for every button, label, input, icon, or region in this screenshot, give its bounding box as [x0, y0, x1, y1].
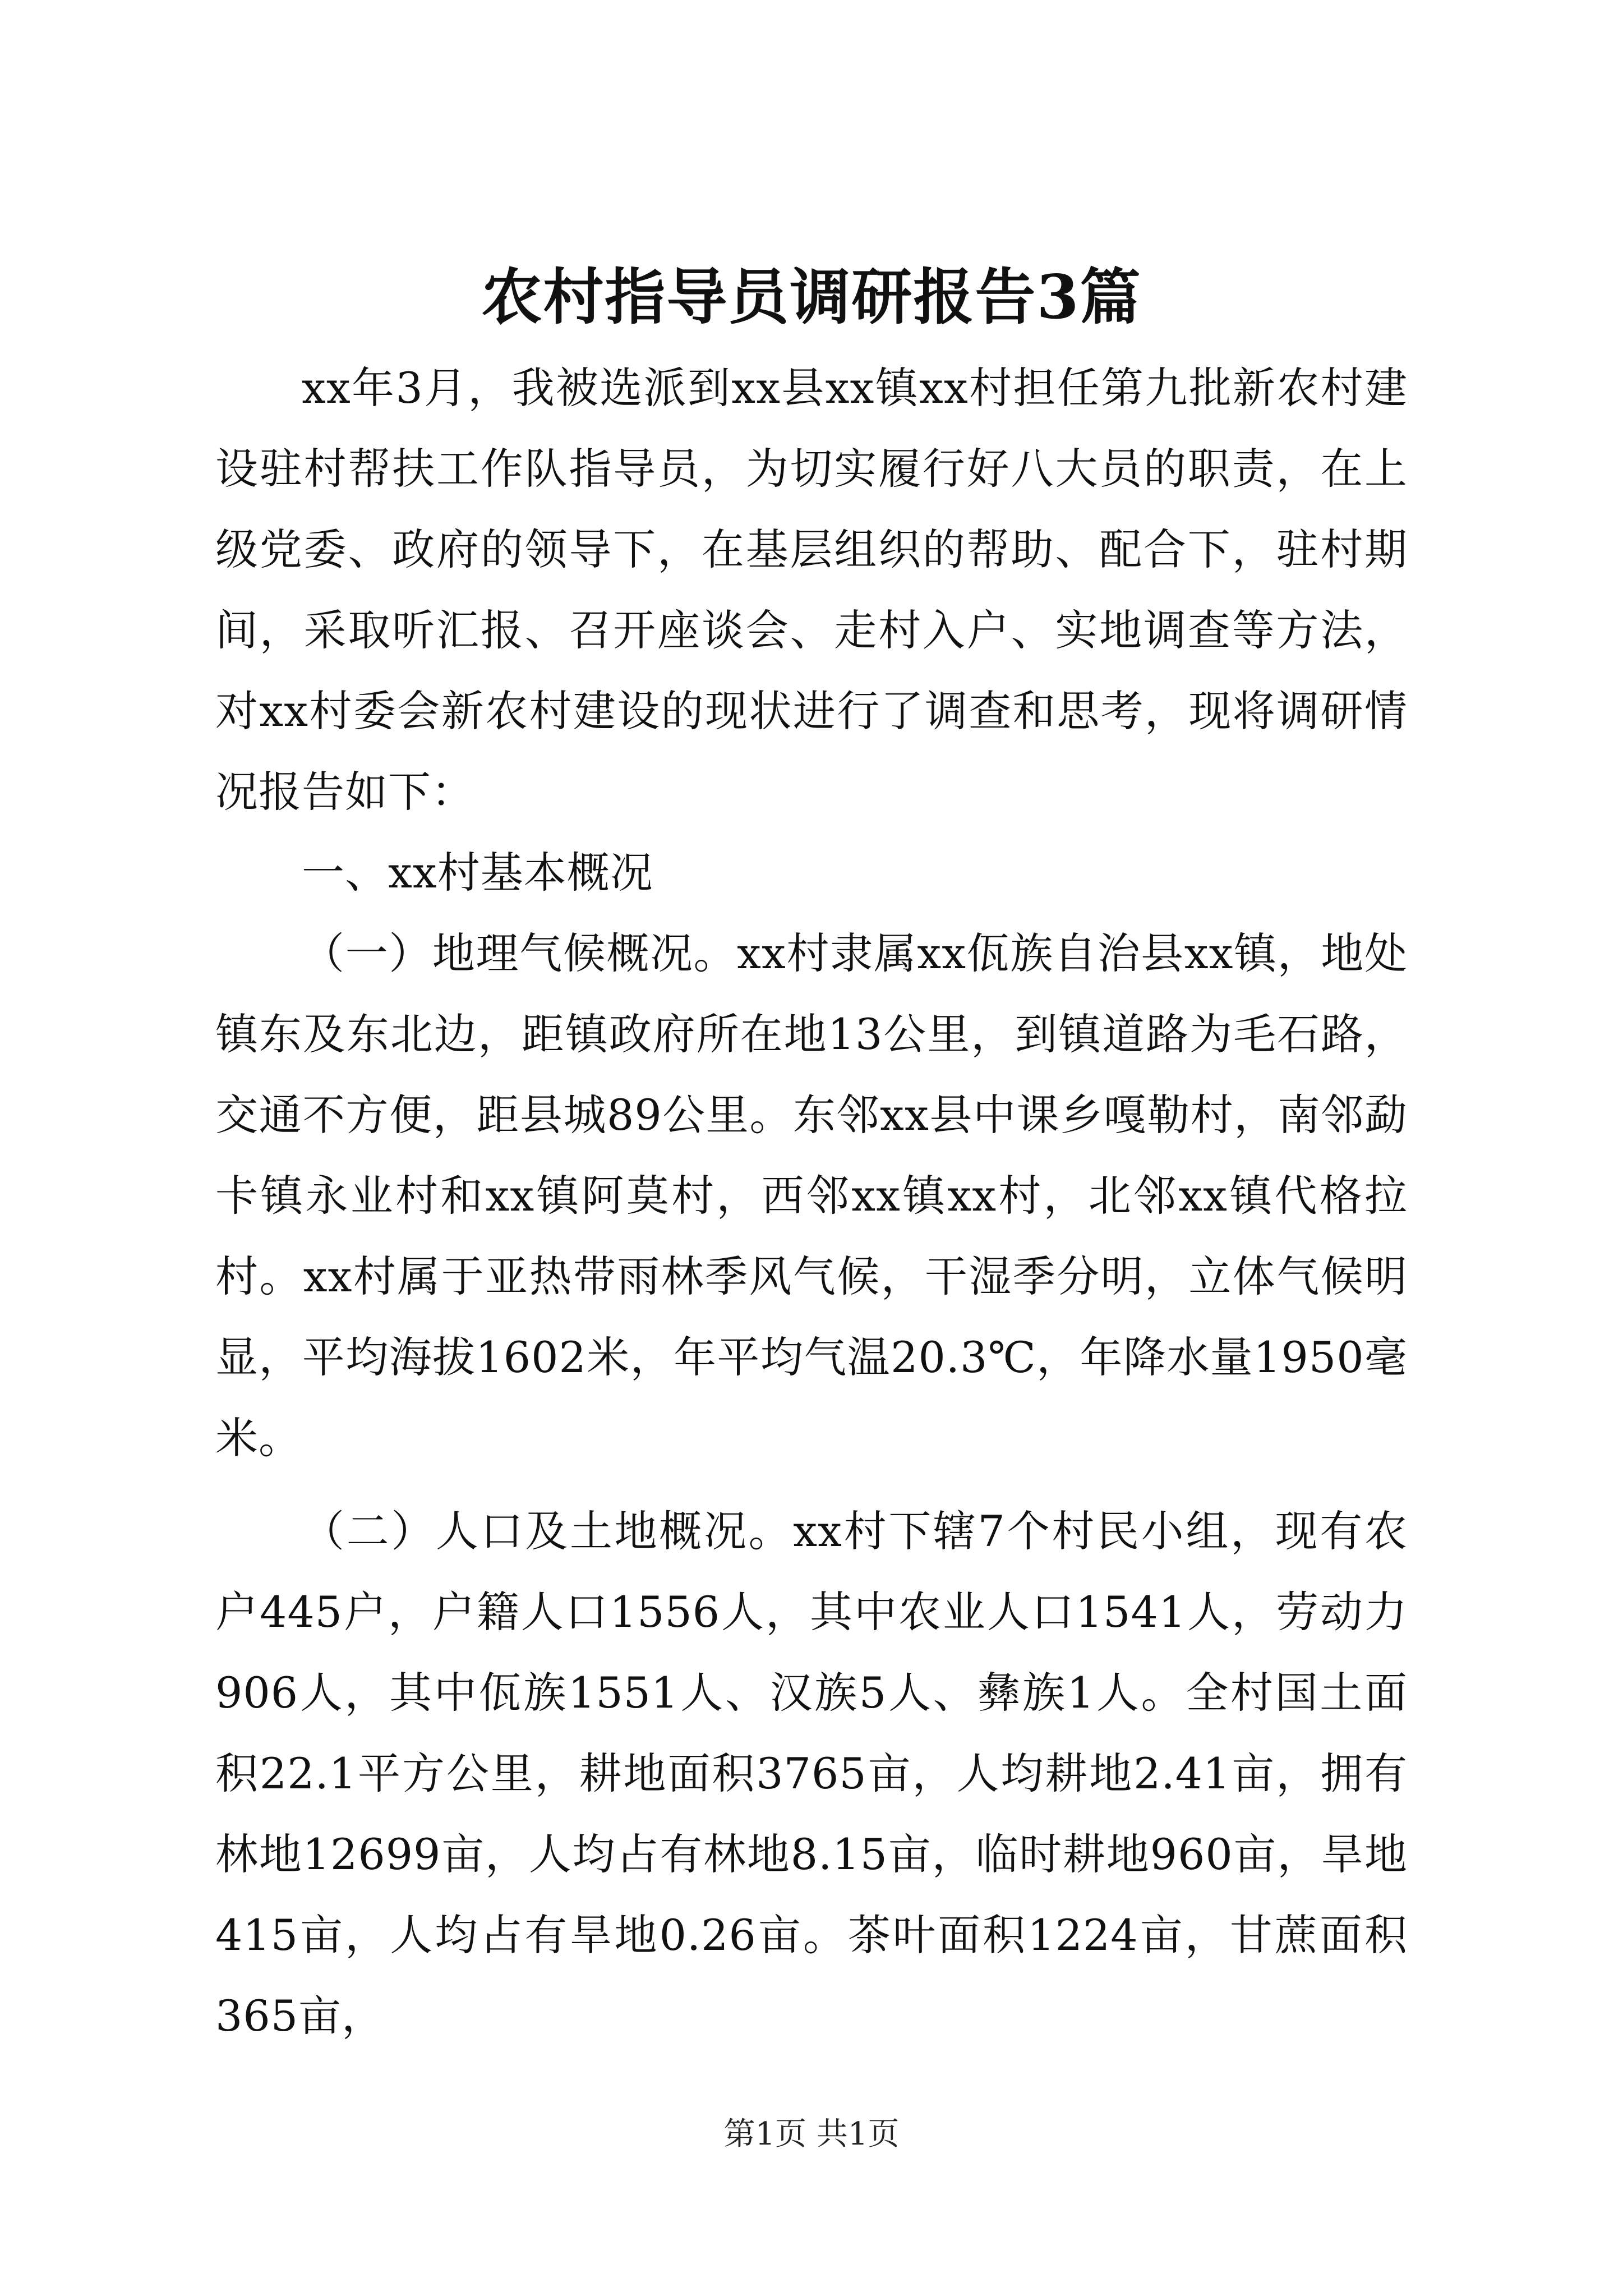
paragraph-population-land: （二）人口及土地概况。xx村下辖7个村民小组，现有农户445户，户籍人口1556人，其中农业人口1541人，劳动力906人，其中佤族1551人、汉族5人、彝族1人。全村国土面积22.1平方公里，耕地面积3765亩，人均耕地2.41亩，拥有林地12699亩，人均占有林地8.15亩，临时耕地960亩，旱地415亩，人均占有旱地0.26亩。茶叶面积1224亩，甘蔗面积365亩， — [215, 1506, 1408, 2041]
document-title: 农村指导员调研报告3篇 — [481, 262, 1142, 333]
document-body — [215, 348, 1408, 2056]
paragraph-geography-climate: （一）地理气候概况。xx村隶属xx佤族自治县xx镇，地处镇东及东北边，距镇政府所在地13公里，到镇道路为毛石路，交通不方便，距县城89公里。东邻xx县中课乡嘎勒村，南邻勐卡镇永业村和xx镇阿莫村，西邻xx镇xx村，北邻xx镇代格拉村。xx村属于亚热带雨林季风气候，干湿季分明，立体气候明显，平均海拔1602米，年平均气温20.3℃，年降水量1950毫米。 — [215, 928, 1408, 1463]
page-footer: 第1页 共1页 — [723, 2116, 900, 2152]
paragraph-intro: xx年3月，我被选派到xx县xx镇xx村担任第九批新农村建设驻村帮扶工作队指导员，为切实履行好八大员的职责，在上级党委、政府的领导下，在基层组织的帮助、配合下，驻村期间，采取听汇报、召开座谈会、走村入户、实地调查等方法，对xx村委会新农村建设的现状进行了调查和思考，现将调研情况报告如下： — [215, 363, 1408, 817]
section-heading-overview: 一、xx村基本概况 — [302, 848, 653, 898]
